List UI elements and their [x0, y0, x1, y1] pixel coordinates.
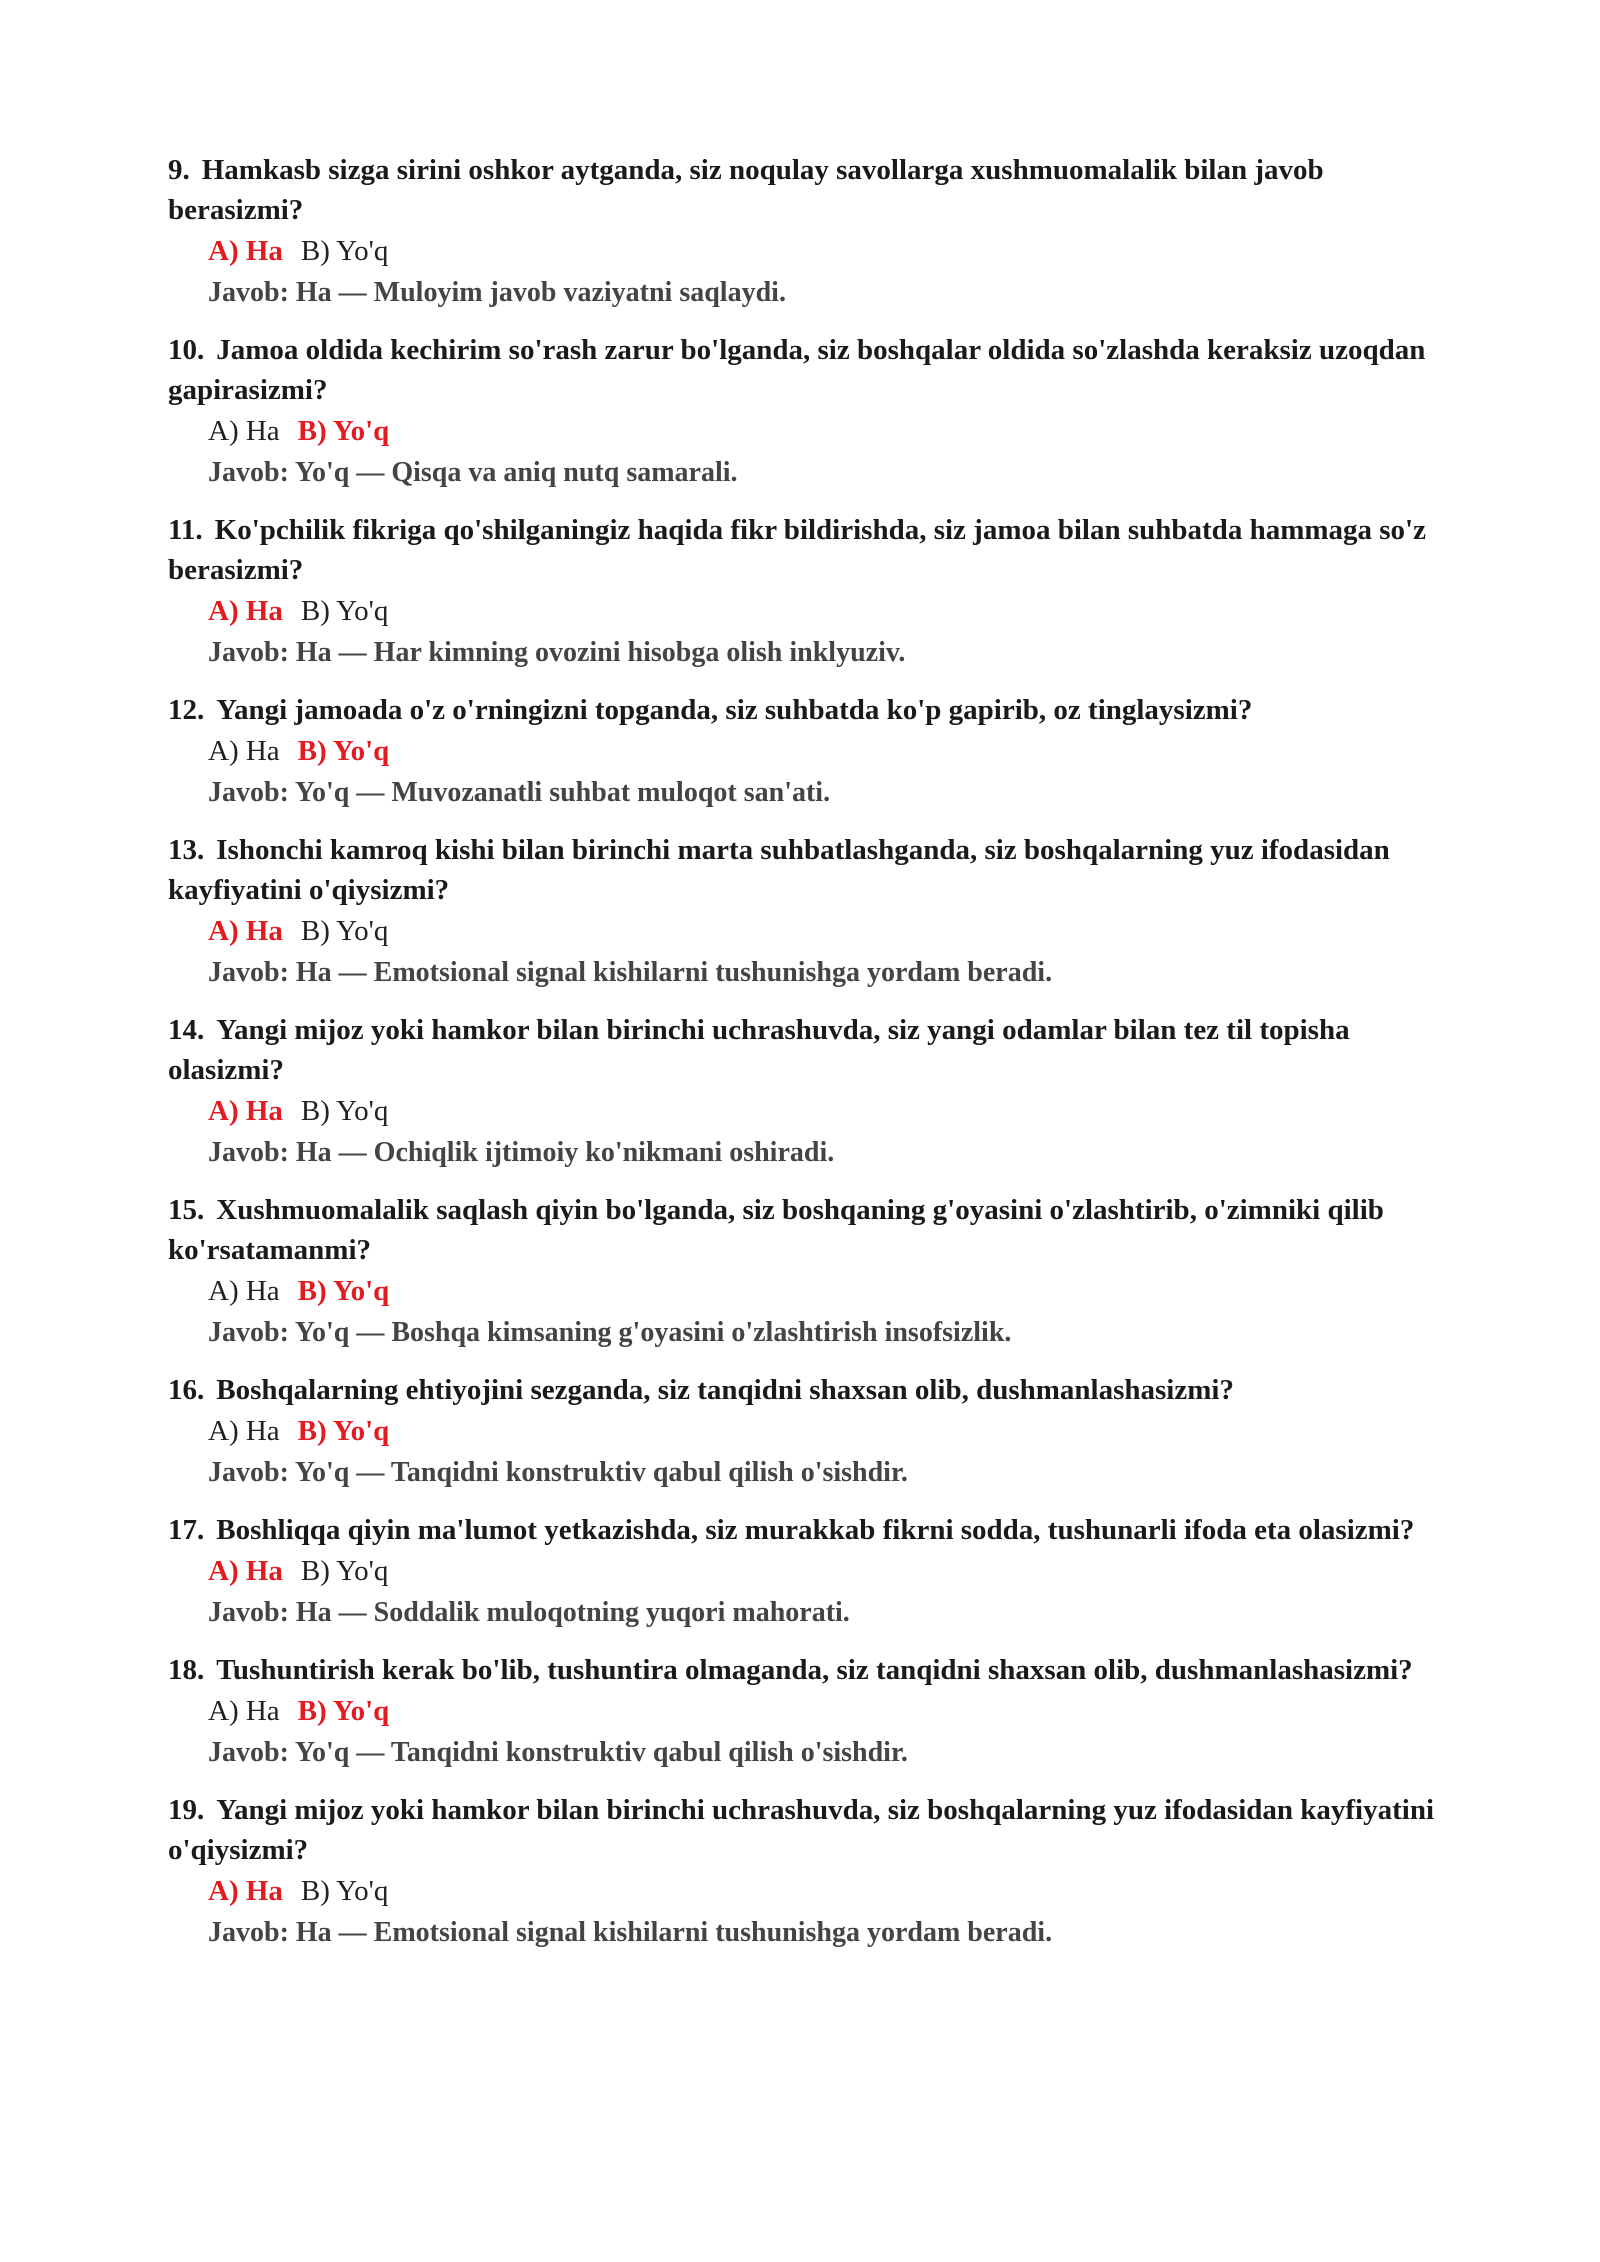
options-row [208, 230, 1438, 272]
question-number: 19. [168, 1794, 205, 1826]
option-a: A) Ha [208, 735, 280, 767]
answer-text: Javob: Ha — Emotsional signal kishilarni tushunishga yordam beradi. [208, 957, 1053, 988]
option-a: A) Ha [208, 1095, 283, 1127]
option-a: A) Ha [208, 1875, 283, 1907]
question-item [168, 690, 1438, 814]
question-number: 9. [168, 154, 190, 186]
option-a: A) Ha [208, 235, 283, 267]
answer-text: Javob: Ha — Soddalik muloqotning yuqori mahorati. [208, 1597, 850, 1628]
document-page [168, 150, 1438, 1970]
question-body: Yangi mijoz yoki hamkor bilan birinchi uchrashuvda, siz yangi odamlar bilan tez til topisha olasizmi? [168, 1014, 1350, 1086]
options-row [208, 1690, 1438, 1732]
question-number: 13. [168, 834, 205, 866]
question-item [168, 1370, 1438, 1494]
option-b: B) Yo'q [297, 1695, 390, 1727]
question-item [168, 1790, 1438, 1954]
question-item [168, 830, 1438, 994]
option-a: A) Ha [208, 1415, 280, 1447]
option-b: B) Yo'q [300, 915, 389, 947]
question-body: Yangi jamoada o'z o'rningizni topganda, siz suhbatda ko'p gapirib, oz tinglaysizmi? [216, 694, 1253, 726]
question-item [168, 1190, 1438, 1354]
question-number: 11. [168, 514, 203, 546]
option-b: B) Yo'q [297, 735, 390, 767]
option-b: B) Yo'q [297, 1275, 390, 1307]
options-row [208, 910, 1438, 952]
question-text [168, 330, 1438, 410]
question-item [168, 1650, 1438, 1774]
options-row [208, 1550, 1438, 1592]
question-body: Xushmuomalalik saqlash qiyin bo'lganda, siz boshqaning g'oyasini o'zlashtirib, o'zimniki qilib ko'rsatamanmi? [168, 1194, 1384, 1266]
option-b: B) Yo'q [300, 1875, 389, 1907]
question-body: Hamkasb sizga sirini oshkor aytganda, siz noqulay savollarga xushmuomalalik bilan javob berasizmi? [168, 154, 1324, 226]
question-number: 15. [168, 1194, 205, 1226]
question-body: Ishonchi kamroq kishi bilan birinchi marta suhbatlashganda, siz boshqalarning yuz ifodasidan kayfiyatini o'qiysizmi? [168, 834, 1390, 906]
option-a: A) Ha [208, 415, 280, 447]
answer-text: Javob: Ha — Har kimning ovozini hisobga olish inklyuziv. [208, 637, 906, 668]
question-body: Jamoa oldida kechirim so'rash zarur bo'lganda, siz boshqalar oldida so'zlashda keraksiz uzoqdan gapirasizmi? [168, 334, 1426, 406]
question-number: 14. [168, 1014, 205, 1046]
question-body: Ko'pchilik fikriga qo'shilganingiz haqida fikr bildirishda, siz jamoa bilan suhbatda hammaga so'z berasizmi? [168, 514, 1426, 586]
option-b: B) Yo'q [300, 1555, 389, 1587]
option-a: A) Ha [208, 1275, 280, 1307]
option-b: B) Yo'q [297, 1415, 390, 1447]
question-text [168, 1190, 1438, 1270]
question-item [168, 1510, 1438, 1634]
question-text [168, 510, 1438, 590]
option-b: B) Yo'q [300, 595, 389, 627]
options-row [208, 410, 1438, 452]
option-a: A) Ha [208, 595, 283, 627]
question-text [168, 1010, 1438, 1090]
question-number: 17. [168, 1514, 205, 1546]
answer-text: Javob: Yo'q — Qisqa va aniq nutq samarali. [208, 457, 738, 488]
question-text [168, 1650, 1438, 1690]
question-text [168, 1370, 1438, 1410]
question-item [168, 510, 1438, 674]
question-text [168, 150, 1438, 230]
option-a: A) Ha [208, 915, 283, 947]
question-body: Boshqalarning ehtiyojini sezganda, siz tanqidni shaxsan olib, dushmanlashasizmi? [216, 1374, 1234, 1406]
question-text [168, 1790, 1438, 1870]
answer-text: Javob: Yo'q — Tanqidni konstruktiv qabul qilish o'sishdir. [208, 1737, 908, 1768]
option-b: B) Yo'q [300, 235, 389, 267]
option-b: B) Yo'q [297, 415, 390, 447]
option-b: B) Yo'q [300, 1095, 389, 1127]
options-row [208, 730, 1438, 772]
question-text [168, 1510, 1438, 1550]
option-a: A) Ha [208, 1695, 280, 1727]
question-item [168, 150, 1438, 314]
question-text [168, 690, 1438, 730]
options-row [208, 590, 1438, 632]
answer-text: Javob: Yo'q — Muvozanatli suhbat muloqot san'ati. [208, 777, 831, 808]
answer-text: Javob: Ha — Muloyim javob vaziyatni saqlaydi. [208, 277, 786, 308]
options-row [208, 1090, 1438, 1132]
options-row [208, 1410, 1438, 1452]
question-body: Tushuntirish kerak bo'lib, tushuntira olmaganda, siz tanqidni shaxsan olib, dushmanlashasizmi? [216, 1654, 1413, 1686]
option-a: A) Ha [208, 1555, 283, 1587]
options-row [208, 1870, 1438, 1912]
question-item [168, 330, 1438, 494]
answer-text: Javob: Ha — Emotsional signal kishilarni tushunishga yordam beradi. [208, 1917, 1053, 1948]
question-number: 10. [168, 334, 205, 366]
question-text [168, 830, 1438, 910]
question-number: 12. [168, 694, 205, 726]
answer-text: Javob: Yo'q — Boshqa kimsaning g'oyasini o'zlashtirish insofsizlik. [208, 1317, 1012, 1348]
question-number: 18. [168, 1654, 205, 1686]
answer-text: Javob: Ha — Ochiqlik ijtimoiy ko'nikmani oshiradi. [208, 1137, 835, 1168]
options-row [208, 1270, 1438, 1312]
question-number: 16. [168, 1374, 205, 1406]
question-item [168, 1010, 1438, 1174]
question-body: Yangi mijoz yoki hamkor bilan birinchi uchrashuvda, siz boshqalarning yuz ifodasidan kayfiyatini o'qiysizmi? [168, 1794, 1435, 1866]
answer-text: Javob: Yo'q — Tanqidni konstruktiv qabul qilish o'sishdir. [208, 1457, 908, 1488]
question-body: Boshliqqa qiyin ma'lumot yetkazishda, siz murakkab fikrni sodda, tushunarli ifoda eta olasizmi? [216, 1514, 1415, 1546]
